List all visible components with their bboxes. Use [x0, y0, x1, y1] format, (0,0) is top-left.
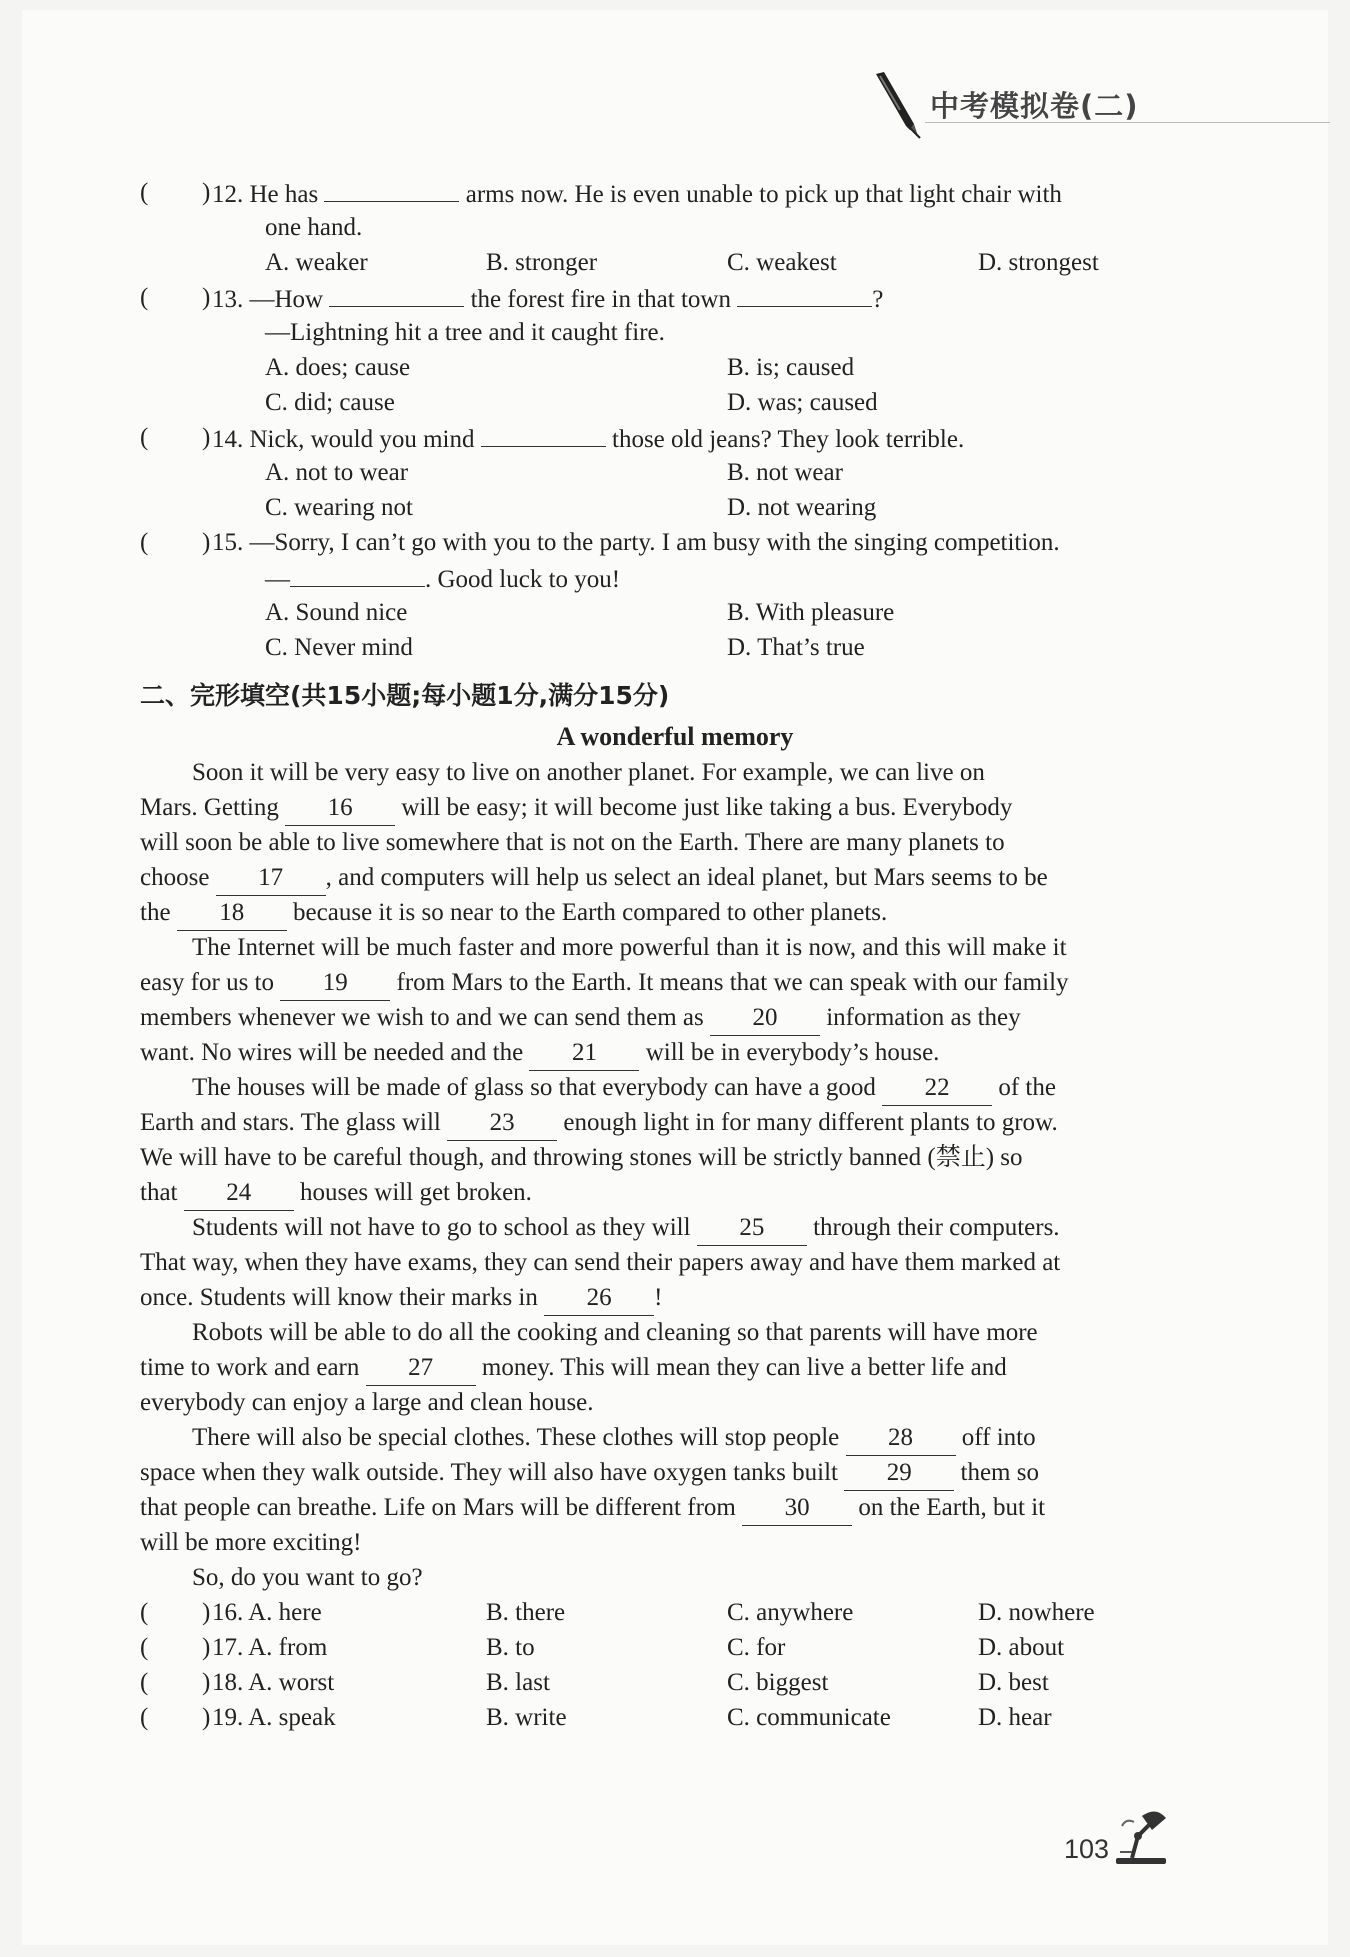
- numbered-blank[interactable]: 17: [216, 860, 326, 896]
- answer-paren-close: ): [202, 424, 211, 451]
- numbered-blank[interactable]: 20: [710, 1000, 820, 1036]
- page-number: 103: [1064, 1834, 1110, 1864]
- numbered-blank[interactable]: 16: [285, 790, 395, 826]
- option-d: D. nowhere: [978, 1599, 1095, 1626]
- option-a: A. worst: [248, 1669, 335, 1696]
- passage-line: the 18 because it is so near to the Earth compared to other planets.: [140, 895, 887, 931]
- option-a: A. here: [248, 1599, 322, 1626]
- answer-paren-open: (: [140, 1704, 149, 1731]
- answer-blank[interactable]: [329, 280, 464, 307]
- option-c: C. weakest: [727, 249, 837, 276]
- passage-line: So, do you want to go?: [192, 1564, 423, 1591]
- passage-line: The houses will be made of glass so that everybody can have a good 22 of the: [192, 1070, 1056, 1106]
- option-a: A. does; cause: [265, 354, 411, 381]
- section-heading: 二、完形填空(共15小题;每小题1分,满分15分): [140, 681, 670, 710]
- question-reply: — . Good luck to you!: [265, 560, 620, 597]
- passage-line: time to work and earn 27 money. This will mean they can live a better life and: [140, 1350, 1007, 1386]
- option-b: B. there: [486, 1599, 566, 1626]
- numbered-blank[interactable]: 23: [447, 1105, 557, 1141]
- answer-paren-open: (: [140, 284, 149, 311]
- passage-line: Students will not have to go to school as they will 25 through their computers.: [192, 1210, 1060, 1246]
- header-divider: [925, 122, 1330, 123]
- passage-line: The Internet will be much faster and more powerful than it is now, and this will make it: [192, 934, 1067, 961]
- option-d: D. about: [978, 1634, 1065, 1661]
- numbered-blank[interactable]: 22: [882, 1070, 992, 1106]
- passage-line: that 24 houses will get broken.: [140, 1175, 532, 1211]
- option-a: A. from: [248, 1634, 328, 1661]
- option-b: B. not wear: [727, 459, 843, 486]
- answer-paren-close: ): [202, 1704, 211, 1731]
- question-text: 15. —Sorry, I can’t go with you to the party. I am busy with the singing competition.: [212, 529, 1060, 556]
- option-d: D. not wearing: [727, 494, 877, 521]
- passage-line: will be more exciting!: [140, 1529, 362, 1556]
- passage-line: There will also be special clothes. These clothes will stop people 28 off into: [192, 1420, 1036, 1456]
- option-d: D. was; caused: [727, 389, 878, 416]
- passage-line: Soon it will be very easy to live on another planet. For example, we can live on: [192, 759, 985, 786]
- passage-line: Robots will be able to do all the cooking and cleaning so that parents will have more: [192, 1319, 1038, 1346]
- passage-line: easy for us to 19 from Mars to the Earth. It means that we can speak with our family: [140, 965, 1069, 1001]
- answer-paren-open: (: [140, 1634, 149, 1661]
- page-title: 中考模拟卷(二): [930, 89, 1139, 123]
- option-c: C. communicate: [727, 1704, 891, 1731]
- answer-blank[interactable]: [290, 560, 425, 587]
- option-b: B. to: [486, 1634, 535, 1661]
- answer-blank[interactable]: [324, 175, 459, 202]
- answer-paren-open: (: [140, 1669, 149, 1696]
- question-number: 13.: [212, 286, 244, 313]
- option-a: A. weaker: [265, 249, 368, 276]
- question-text: 13. —How the forest fire in that town ?: [212, 280, 883, 317]
- answer-paren-close: ): [202, 179, 211, 206]
- passage-line: everybody can enjoy a large and clean house.: [140, 1389, 594, 1416]
- option-b: B. is; caused: [727, 354, 855, 381]
- option-c: C. Never mind: [265, 634, 413, 661]
- question-number: 12.: [212, 181, 244, 208]
- passage-line: space when they walk outside. They will also have oxygen tanks built 29 them so: [140, 1455, 1039, 1491]
- question-number: 14.: [212, 426, 244, 453]
- question-continuation: one hand.: [265, 214, 363, 241]
- option-c: C. wearing not: [265, 494, 413, 521]
- question-number: 16.: [212, 1599, 244, 1626]
- passage-line: Mars. Getting 16 will be easy; it will become just like taking a bus. Everybody: [140, 790, 1012, 826]
- passage-line: That way, when they have exams, they can send their papers away and have them marked at: [140, 1249, 1061, 1276]
- passage-line: want. No wires will be needed and the 21 will be in everybody’s house.: [140, 1035, 939, 1071]
- option-a: A. not to wear: [265, 459, 409, 486]
- option-a: A. Sound nice: [265, 599, 408, 626]
- question-number: 17.: [212, 1634, 244, 1661]
- page-header: [870, 70, 1330, 130]
- numbered-blank[interactable]: 25: [697, 1210, 807, 1246]
- passage-title: A wonderful memory: [556, 722, 794, 751]
- option-c: C. for: [727, 1634, 786, 1661]
- option-b: B. write: [486, 1704, 567, 1731]
- question-text: 14. Nick, would you mind those old jeans? They look terrible.: [212, 420, 964, 457]
- answer-paren-open: (: [140, 529, 149, 556]
- passage-line: choose 17 , and computers will help us select an ideal planet, but Mars seems to be: [140, 860, 1048, 896]
- numbered-blank[interactable]: 28: [846, 1420, 956, 1456]
- passage-line: once. Students will know their marks in 26 !: [140, 1280, 662, 1316]
- answer-paren-close: ): [202, 1634, 211, 1661]
- desk-lamp-icon: [1112, 1806, 1172, 1868]
- answer-paren-open: (: [140, 179, 149, 206]
- answer-blank[interactable]: [481, 420, 606, 447]
- option-d: D. That’s true: [727, 634, 865, 661]
- answer-paren-open: (: [140, 1599, 149, 1626]
- numbered-blank[interactable]: 18: [177, 895, 287, 931]
- passage-line: that people can breathe. Life on Mars will be different from 30 on the Earth, but it: [140, 1490, 1045, 1526]
- numbered-blank[interactable]: 30: [742, 1490, 852, 1526]
- numbered-blank[interactable]: 27: [366, 1350, 476, 1386]
- option-a: A. speak: [248, 1704, 336, 1731]
- question-continuation: —Lightning hit a tree and it caught fire.: [265, 319, 665, 346]
- numbered-blank[interactable]: 21: [529, 1035, 639, 1071]
- numbered-blank[interactable]: 24: [184, 1175, 294, 1211]
- numbered-blank[interactable]: 29: [844, 1455, 954, 1491]
- question-number: 15.: [212, 529, 244, 556]
- passage-line: will soon be able to live somewhere that is not on the Earth. There are many planets to: [140, 829, 1005, 856]
- answer-paren-close: ): [202, 1599, 211, 1626]
- answer-paren-close: ): [202, 284, 211, 311]
- pen-icon: [870, 70, 924, 140]
- question-number: 18.: [212, 1669, 244, 1696]
- passage-line: We will have to be careful though, and throwing stones will be strictly banned (禁止) so: [140, 1144, 1023, 1171]
- numbered-blank[interactable]: 26: [544, 1280, 654, 1316]
- option-d: D. hear: [978, 1704, 1052, 1731]
- answer-blank[interactable]: [737, 280, 872, 307]
- option-c: C. anywhere: [727, 1599, 854, 1626]
- passage-line: Earth and stars. The glass will 23 enough light in for many different plants to grow.: [140, 1105, 1058, 1141]
- passage-line: members whenever we wish to and we can send them as 20 information as they: [140, 1000, 1021, 1036]
- question-number: 19.: [212, 1704, 244, 1731]
- answer-paren-close: ): [202, 529, 211, 556]
- option-c: C. biggest: [727, 1669, 829, 1696]
- answer-paren-open: (: [140, 424, 149, 451]
- question-text: 12. He has arms now. He is even unable to pick up that light chair with: [212, 175, 1062, 212]
- option-c: C. did; cause: [265, 389, 395, 416]
- answer-paren-close: ): [202, 1669, 211, 1696]
- option-b: B. stronger: [486, 249, 598, 276]
- numbered-blank[interactable]: 19: [280, 965, 390, 1001]
- option-d: D. strongest: [978, 249, 1099, 276]
- option-b: B. last: [486, 1669, 550, 1696]
- option-d: D. best: [978, 1669, 1049, 1696]
- option-b: B. With pleasure: [727, 599, 895, 626]
